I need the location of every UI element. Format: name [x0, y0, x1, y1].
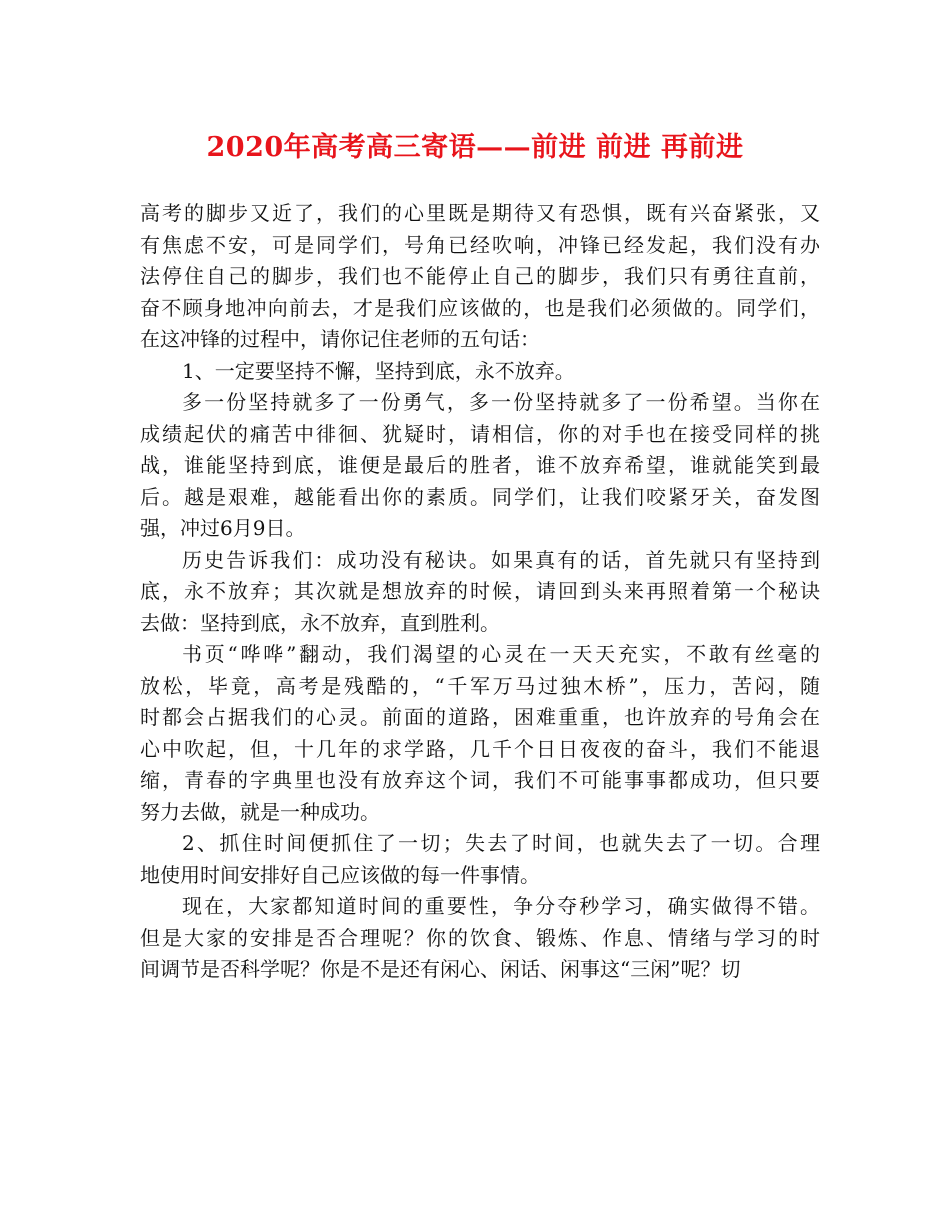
- paragraph-line: 但是大家的安排是否合理呢？你的饮食、锻炼、作息、情绪与学习的时: [140, 925, 820, 950]
- paragraph-line: 时都会占据我们的心灵。前面的道路，困难重重，也许放弃的号角会在: [140, 705, 820, 729]
- paragraph-line: 心中吹起，但，十几年的求学路，几千个日日夜夜的奋斗，我们不能退: [140, 736, 820, 761]
- paragraph: [140, 639, 820, 828]
- paragraph: [140, 387, 820, 545]
- paragraph-line: 放松，毕竟，高考是残酷的，“千军万马过独木桥”，压力，苦闷，随: [140, 673, 820, 698]
- paragraph-line: 去做：坚持到底，永不放弃，直到胜利。: [140, 610, 500, 635]
- paragraph-line: 1、一定要坚持不懈，坚持到底，永不放弃。: [182, 358, 575, 383]
- paragraph-line: 多一份坚持就多了一份勇气，多一份坚持就多了一份希望。当你在: [182, 390, 820, 414]
- paragraph-line: 高考的脚步又近了，我们的心里既是期待又有恐惧，既有兴奋紧张，又: [140, 201, 820, 225]
- paragraph-line: 地使用时间安排好自己应该做的每一件事情。: [140, 862, 540, 887]
- paragraph-line: 努力去做，就是一种成功。: [140, 799, 380, 824]
- paragraph-line: 成绩起伏的痛苦中徘徊、犹疑时，请相信，你的对手也在接受同样的挑: [140, 421, 820, 446]
- paragraph-line: 书页“哗哗”翻动，我们渴望的心灵在一天天充实，不敢有丝毫的: [182, 642, 820, 666]
- paragraph-line: 2、抓住时间便抓住了一切；失去了时间，也就失去了一切。合理: [182, 831, 820, 855]
- paragraph-line: 有焦虑不安，可是同学们，号角已经吹响，冲锋已经发起，我们没有办: [140, 232, 820, 257]
- document-title: 2020年高考高三寄语——前进 前进 再前进: [206, 132, 744, 163]
- paragraph-line: 后。越是艰难，越能看出你的素质。同学们，让我们咬紧牙关，奋发图: [140, 484, 820, 509]
- paragraph: [140, 356, 820, 388]
- paragraph: [140, 545, 820, 640]
- paragraph-line: 在这冲锋的过程中，请你记住老师的五句话：: [140, 327, 540, 351]
- document-body: [140, 198, 820, 986]
- paragraph-line: 法停住自己的脚步，我们也不能停止自己的脚步，我们只有勇往直前，: [140, 264, 820, 288]
- paragraph-line: 间调节是否科学呢？你是不是还有闲心、闲话、闲事这“三闲”呢？切: [140, 957, 741, 981]
- paragraph-line: 强，冲过6月9日。: [140, 516, 306, 540]
- paragraph-line: 历史告诉我们：成功没有秘诀。如果真有的话，首先就只有坚持到: [182, 547, 820, 572]
- paragraph-line: 现在，大家都知道时间的重要性，争分夺秒学习，确实做得不错。: [182, 894, 820, 918]
- paragraph: [140, 828, 820, 891]
- paragraph: [140, 198, 820, 356]
- paragraph-line: 底，永不放弃；其次就是想放弃的时候，请回到头来再照着第一个秘诀: [140, 579, 820, 603]
- paragraph-line: 战，谁能坚持到底，谁便是最后的胜者，谁不放弃希望，谁就能笑到最: [140, 453, 820, 477]
- paragraph: [140, 891, 820, 986]
- paragraph-line: 缩，青春的字典里也没有放弃这个词，我们不可能事事都成功，但只要: [140, 768, 820, 792]
- paragraph-line: 奋不顾身地冲向前去，才是我们应该做的，也是我们必须做的。同学们，: [140, 295, 820, 320]
